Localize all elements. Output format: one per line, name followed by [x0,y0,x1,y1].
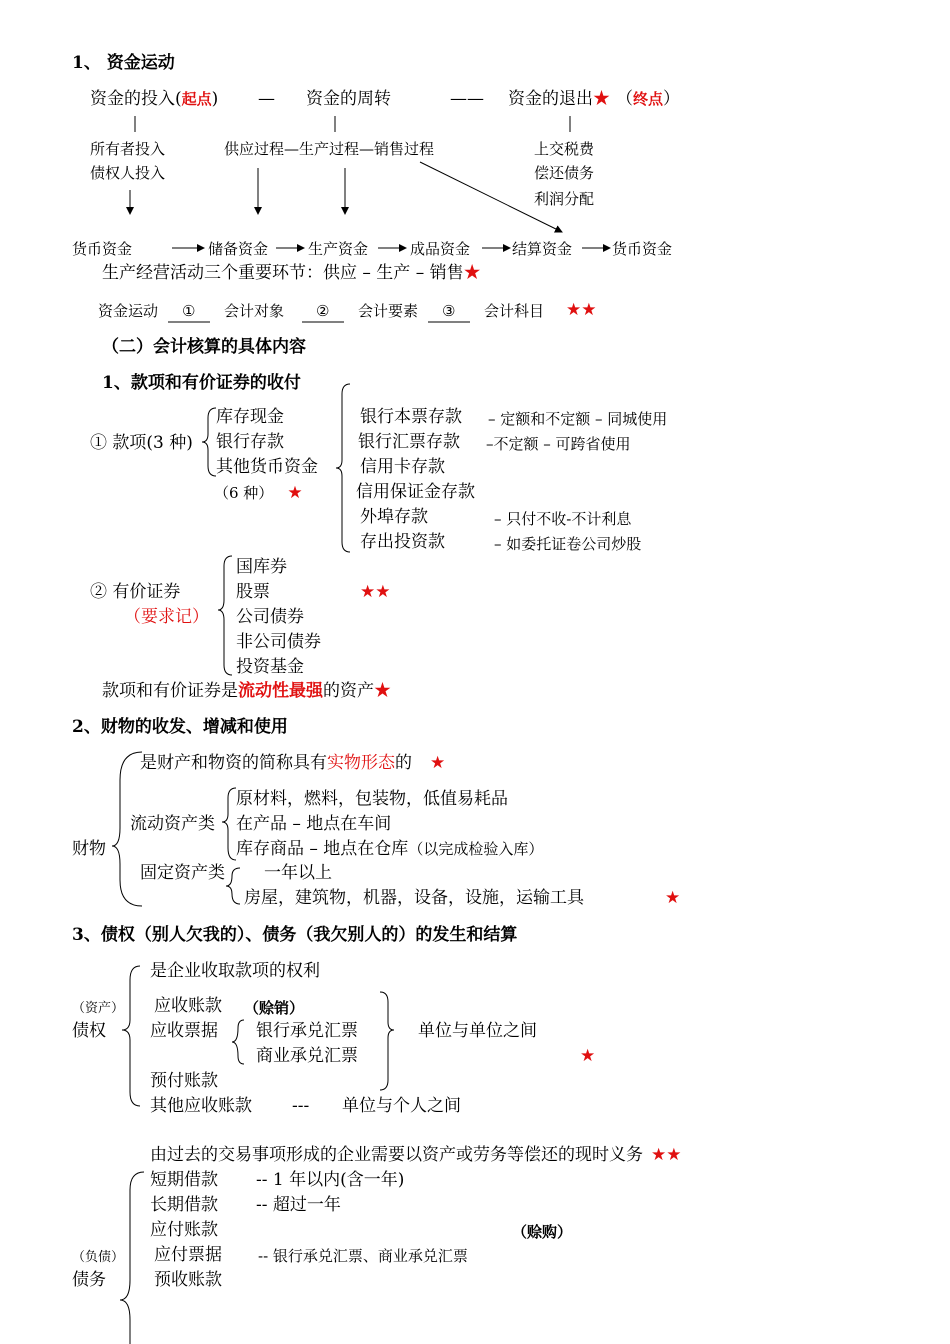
star-icon: ★ [580,1046,596,1066]
security-item: 股票 [236,582,270,602]
double-star-icon: ★★ [360,582,391,602]
goods-text: 库存商品 – 地点在仓库 [236,839,409,859]
goods-note: （以完成检验入库） [408,840,544,858]
property-definition [140,752,445,774]
claims-root: 债权 [72,1021,106,1041]
claims-item: 应收账款 [154,996,222,1016]
flow-node: 货币资金 [72,240,133,258]
star-icon: ★ [430,753,446,773]
def-pre: 是财产和物资的简称具有 [140,753,327,773]
note-type: 银行承兑汇票 [256,1021,358,1041]
note-type: 商业承兑汇票 [256,1046,358,1066]
other-fund-name: 外埠存款 [360,507,428,527]
property-root: 财物 [72,839,106,859]
capital-input-close: ) [211,89,219,109]
fixed-assets-items: 房屋，建筑物，机器，设备，设施，运输工具 [244,888,584,908]
brace [222,788,236,860]
brace [226,868,240,904]
three-links-text: 生产经营活动三个重要环节：供应 – 生产 – 销售 [102,263,464,283]
chain-blank-1: ① [182,302,196,320]
other-fund-name: 银行本票存款 [360,407,462,427]
credit-sale-tag: （赊销） [244,999,305,1017]
capital-input-text: 资金的投入( [90,89,182,109]
capital-input-node [90,88,218,110]
start-point-label: 起点 [181,90,212,108]
connector-dash: --- [292,1096,310,1116]
debt-note: -- 超过一年 [256,1195,341,1215]
current-asset-item-goods [236,838,543,860]
debt-note: -- 1 年以内(含一年) [256,1170,405,1190]
capital-turnover-node: 资金的周转 [306,89,391,109]
six-kinds-line [214,482,303,504]
star-icon: ★ [593,89,610,109]
connector-dash: — [258,89,275,109]
credit-purchase-tag: （赊购） [512,1223,573,1241]
withdraw-item: 利润分配 [534,190,595,208]
brace [122,966,140,1106]
item-funds: ① 款项(3 种) [90,433,193,453]
flow-node: 货币资金 [612,240,673,258]
claims-item: 应收票据 [150,1021,218,1041]
process-chain: 供应过程—生产过程—销售过程 [224,140,435,158]
flow-node: 结算资金 [512,240,573,258]
fund-kind: 库存现金 [216,407,284,427]
section-title-accounting-content: （二）会计核算的具体内容 [102,337,306,357]
six-kinds-label: （6 种） [214,484,274,502]
section-title-property: 2、财物的收发、增减和使用 [72,717,288,737]
flow-node: 生产资金 [308,240,369,258]
chain-item: 会计科目 [484,302,545,320]
end-open: （ [616,89,633,109]
debt-note: -- 银行承兑汇票、商业承兑汇票 [258,1247,468,1265]
other-fund-name: 信用卡存款 [360,457,445,477]
debt-item: 应付票据 [154,1245,222,1265]
debt-item: 短期借款 [150,1170,218,1190]
debts-definition: 由过去的交易事项形成的企业需要以资产或劳务等偿还的现时义务 [150,1145,643,1165]
chain-item: 会计对象 [224,302,285,320]
security-item: 国库券 [236,557,287,577]
double-star-icon: ★★ [651,1145,682,1165]
chain-blank-2: ② [316,302,330,320]
security-item: 非公司债券 [236,632,321,652]
double-star-icon: ★★ [566,300,597,320]
three-links-line [102,262,481,284]
debts-definition-line [150,1144,681,1166]
fund-kind: 银行存款 [216,432,284,452]
capital-withdraw-node [508,88,680,110]
other-fund-note: –不定额 – 可跨省使用 [486,435,631,453]
end-close: ） [663,89,681,109]
debts-root: 债务 [72,1270,106,1290]
subsection-title-payments: 1、款项和有价证券的收付 [102,373,301,393]
claims-tag: （资产） [72,1001,125,1016]
debt-item: 长期借款 [150,1195,218,1215]
brace [202,408,216,476]
fund-kind: 其他货币资金 [216,457,318,477]
flow-node: 成品资金 [410,240,471,258]
between-person-label: 单位与个人之间 [342,1096,461,1116]
summary-post: 的资产 [323,681,374,701]
def-post: 的 [395,753,412,773]
summary-highlight: 流动性最强 [238,681,323,701]
chain-item: 资金运动 [98,302,159,320]
withdraw-item: 上交税费 [534,140,595,158]
remember-note: （要求记） [124,607,209,627]
star-icon: ★ [287,483,303,503]
other-fund-note: – 定额和不定额 – 同城使用 [488,410,668,428]
flow-node: 储备资金 [208,240,269,258]
liquidity-summary [102,680,391,702]
other-fund-note: – 只付不收-不计利息 [494,510,632,528]
chain-blank-3: ③ [442,302,456,320]
def-highlight: 实物形态 [327,753,395,773]
star-icon: ★ [463,263,481,283]
debt-item: 应付账款 [150,1220,218,1240]
claims-item: 预付账款 [150,1071,218,1091]
brace [380,992,394,1090]
end-point-label: 终点 [633,90,664,108]
star-icon: ★ [374,681,391,701]
investor-creditor: 债权人投入 [90,164,166,182]
brace [336,384,350,552]
debt-item: 预收账款 [154,1270,222,1290]
current-assets-label: 流动资产类 [130,814,215,834]
summary-pre: 款项和有价证券是 [102,681,238,701]
capital-withdraw-text: 资金的退出 [508,89,593,109]
claims-item: 其他应收账款 [150,1096,252,1116]
between-units-label: 单位与单位之间 [418,1021,537,1041]
section-title-capital-movement: 1、 资金运动 [72,53,175,73]
security-item: 投资基金 [236,657,304,677]
connector-dash: —— [450,89,484,109]
debts-tag: （负债） [72,1250,125,1265]
fixed-assets-duration: 一年以上 [264,863,332,883]
brace [218,556,232,675]
chain-item: 会计要素 [358,302,419,320]
brace [232,1020,244,1064]
investor-owner: 所有者投入 [90,140,166,158]
item-securities: ② 有价证券 [90,582,181,602]
fixed-assets-label: 固定资产类 [140,863,225,883]
other-fund-note: – 如委托证卷公司炒股 [494,535,642,553]
section-title-claims-debts: 3、债权（别人欠我的）、债务（我欠别人的）的发生和结算 [72,925,518,945]
security-item: 公司债券 [236,607,304,627]
other-fund-name: 银行汇票存款 [358,432,460,452]
withdraw-item: 偿还债务 [534,164,595,182]
star-icon: ★ [665,888,681,908]
current-asset-item: 原材料，燃料，包装物，低值易耗品 [236,789,508,809]
other-fund-name: 信用保证金存款 [356,482,475,502]
other-fund-name: 存出投资款 [360,532,445,552]
current-asset-item: 在产品 – 地点在车间 [236,814,392,834]
claims-definition: 是企业收取款项的权利 [150,961,320,981]
